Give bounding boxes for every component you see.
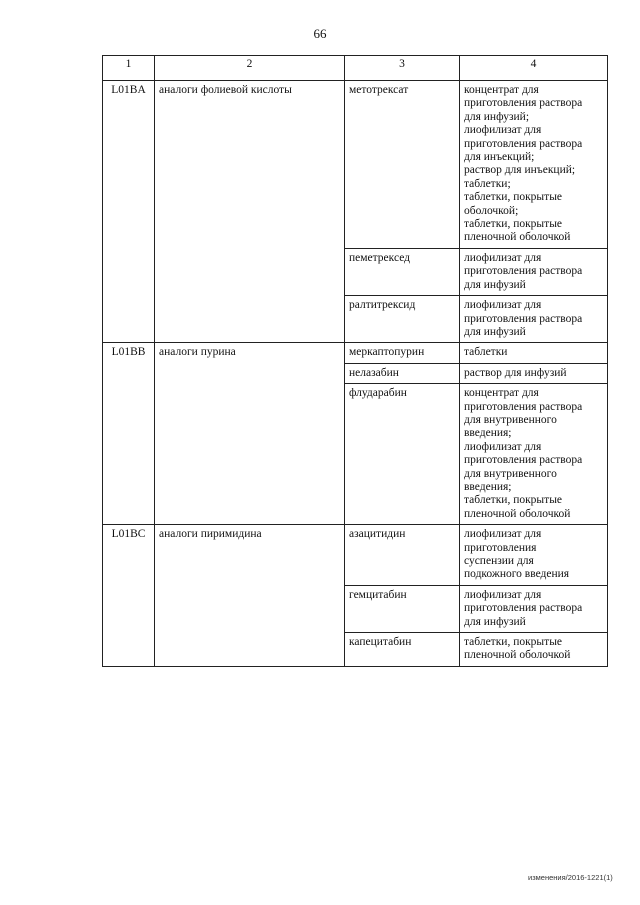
dosage-form-line: таблетки, покрытые bbox=[464, 636, 563, 649]
dosage-form-line: приготовления раствора bbox=[464, 265, 583, 278]
dosage-form-line: для инъекций; bbox=[464, 151, 535, 164]
table-row bbox=[103, 343, 608, 363]
footer-document-code: изменения/2016-1221(1) bbox=[528, 873, 613, 882]
dosage-form-line: оболочкой; bbox=[464, 204, 519, 217]
drug-name-cell: меркаптопурин bbox=[345, 343, 460, 363]
dosage-form-line: пленочной оболочкой bbox=[464, 231, 571, 244]
dosage-form-cell bbox=[460, 585, 608, 632]
dosage-form-line: таблетки bbox=[464, 346, 508, 359]
group-name-cell: аналоги пурина bbox=[155, 343, 345, 525]
dosage-form-line: таблетки; bbox=[464, 177, 511, 190]
dosage-form-line: пленочной оболочкой bbox=[464, 507, 571, 520]
dosage-form-line: приготовления раствора bbox=[464, 602, 583, 615]
dosage-form-line: приготовления раствора bbox=[464, 312, 583, 325]
group-name-cell: аналоги фолиевой кислоты bbox=[155, 81, 345, 343]
dosage-form-line: таблетки, покрытые bbox=[464, 494, 563, 507]
header-cell-2: 2 bbox=[155, 56, 345, 81]
dosage-form-cell bbox=[460, 525, 608, 586]
dosage-form-line: для инфузий; bbox=[464, 110, 530, 123]
dosage-form-line: пленочной оболочкой bbox=[464, 649, 571, 662]
header-row bbox=[103, 56, 608, 81]
dosage-form-line: лиофилизат для bbox=[464, 588, 542, 601]
drug-name-cell: нелазабин bbox=[345, 363, 460, 383]
dosage-form-line: для инфузий bbox=[464, 325, 526, 338]
header-cell-4: 4 bbox=[460, 56, 608, 81]
atc-code-cell: L01BA bbox=[103, 81, 155, 343]
dosage-form-line: лиофилизат для bbox=[464, 299, 542, 312]
dosage-form-cell bbox=[460, 248, 608, 295]
drug-classification-table bbox=[102, 55, 608, 667]
dosage-form-line: для инфузий bbox=[464, 278, 526, 291]
drug-name-cell: капецитабин bbox=[345, 633, 460, 667]
dosage-form-line: приготовления bbox=[464, 541, 537, 554]
dosage-form-cell bbox=[460, 343, 608, 363]
drug-name-cell: гемцитабин bbox=[345, 585, 460, 632]
drug-name-cell: флударабин bbox=[345, 384, 460, 525]
drug-name-cell: ралтитрексид bbox=[345, 296, 460, 343]
dosage-form-line: введения; bbox=[464, 427, 512, 440]
table-row bbox=[103, 525, 608, 586]
dosage-form-line: приготовления раствора bbox=[464, 400, 583, 413]
dosage-form-line: приготовления раствора bbox=[464, 454, 583, 467]
atc-code-cell: L01BB bbox=[103, 343, 155, 525]
dosage-form-line: концентрат для bbox=[464, 387, 539, 400]
dosage-form-cell bbox=[460, 384, 608, 525]
dosage-form-line: таблетки, покрытые bbox=[464, 218, 563, 231]
drug-name-cell: азацитидин bbox=[345, 525, 460, 586]
dosage-form-line: раствор для инфузий bbox=[464, 366, 567, 379]
dosage-form-line: для внутривенного bbox=[464, 413, 557, 426]
table-body bbox=[103, 81, 608, 667]
dosage-form-line: концентрат для bbox=[464, 84, 539, 96]
dosage-form-line: суспензии для bbox=[464, 555, 534, 567]
dosage-form-cell bbox=[460, 296, 608, 343]
dosage-form-line: лиофилизат для bbox=[464, 528, 542, 541]
dosage-form-cell bbox=[460, 363, 608, 383]
dosage-form-line: раствор для инъекций; bbox=[464, 164, 576, 177]
dosage-form-line: лиофилизат для bbox=[464, 124, 542, 137]
dosage-form-cell bbox=[460, 633, 608, 667]
header-cell-3: 3 bbox=[345, 56, 460, 81]
group-name-cell: аналоги пиримидина bbox=[155, 525, 345, 667]
drug-name-cell: метотрексат bbox=[345, 81, 460, 249]
dosage-form-line: таблетки, покрытые bbox=[464, 191, 563, 204]
dosage-form-line: для внутривенного bbox=[464, 467, 557, 480]
dosage-form-line: подкожного введения bbox=[464, 568, 570, 581]
table-row bbox=[103, 81, 608, 249]
drug-name-cell: пеметрексед bbox=[345, 248, 460, 295]
page-number: 66 bbox=[313, 26, 327, 41]
dosage-form-line: приготовления раствора bbox=[464, 97, 583, 110]
dosage-form-line: лиофилизат для bbox=[464, 251, 542, 264]
dosage-form-line: для инфузий bbox=[464, 615, 526, 628]
dosage-form-line: лиофилизат для bbox=[464, 440, 542, 453]
dosage-form-cell bbox=[460, 81, 608, 249]
atc-code-cell: L01BC bbox=[103, 525, 155, 667]
dosage-form-line: введения; bbox=[464, 480, 512, 493]
dosage-form-line: приготовления раствора bbox=[464, 137, 583, 150]
header-cell-1: 1 bbox=[103, 56, 155, 81]
